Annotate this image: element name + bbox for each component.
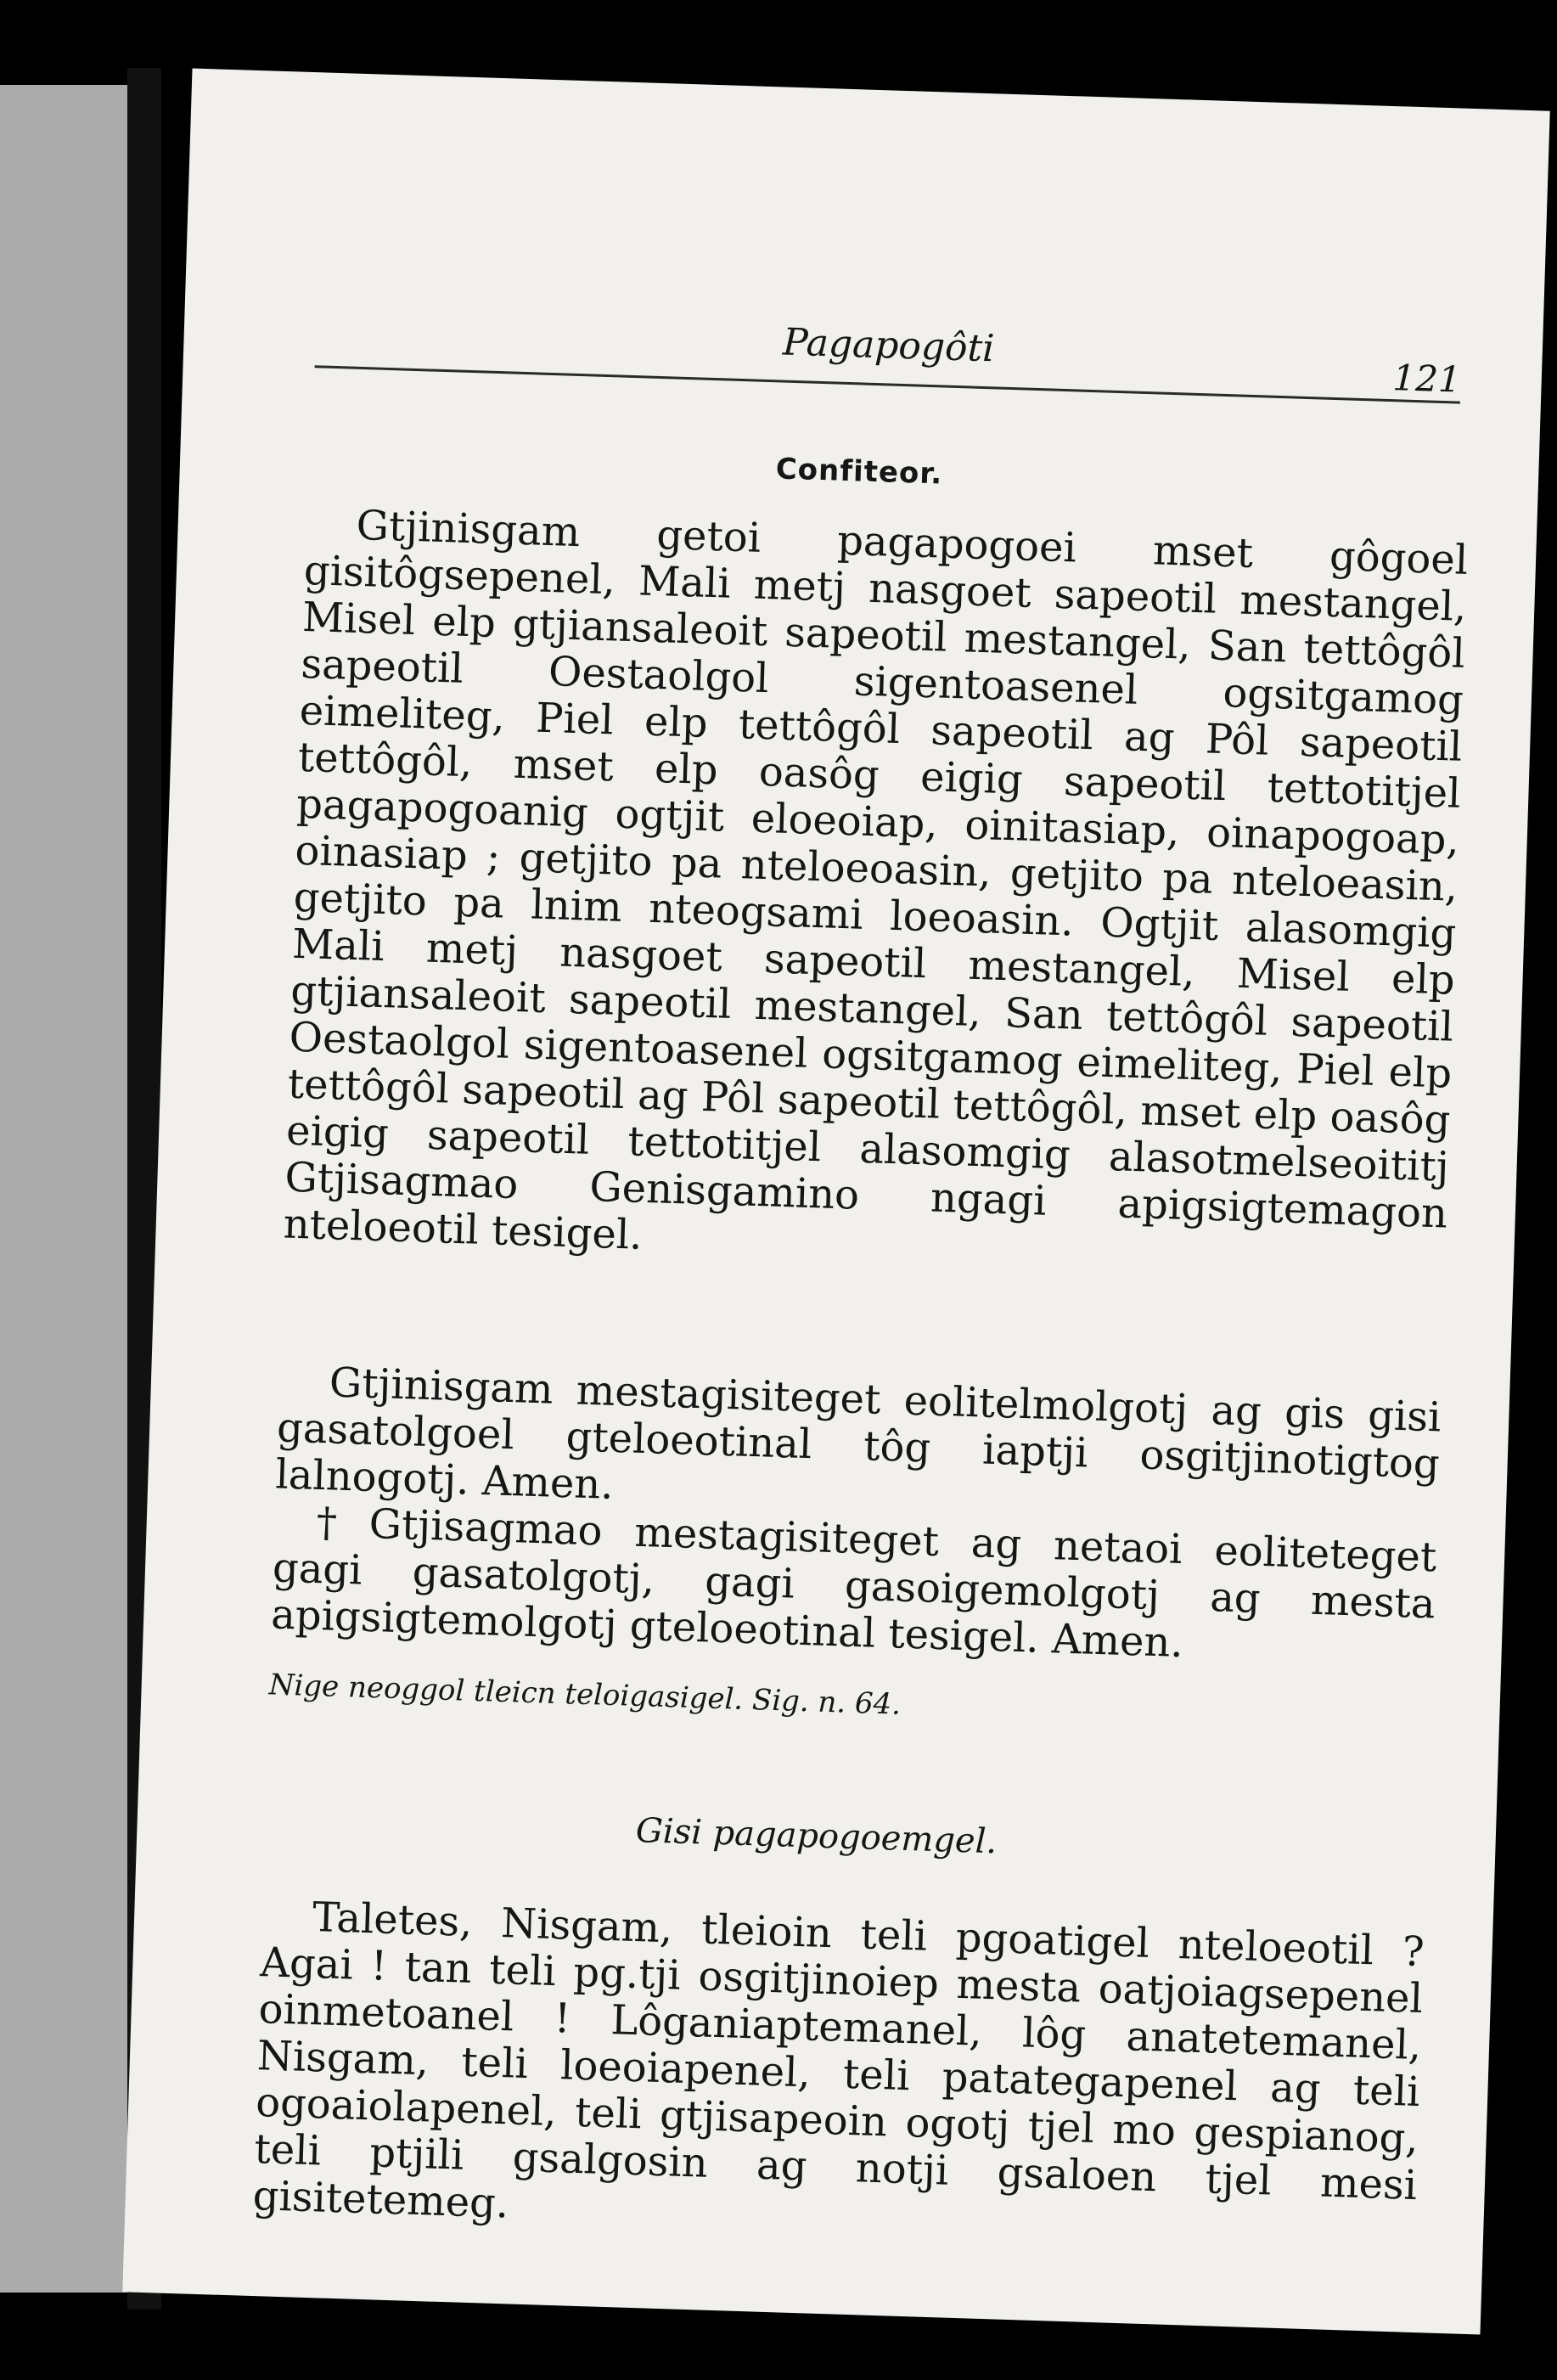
cross-mark: † [315, 1498, 338, 1547]
section-title: Confiteor. [775, 452, 943, 492]
page-number: 121 [1391, 357, 1462, 401]
reference-note: Nige neoggol tleicn teloigasigel. Sig. n. 64. [268, 1668, 902, 1722]
absolution-paragraph: Gtjinisgam mestagisiteget eolitelmolgotj ag gis gisi gasatolgoel gteloeotinal tôg iaptji osgitjinotigtog lalnogotj. Amen. [274, 1359, 1442, 1509]
running-head [315, 289, 1463, 403]
running-title: Pagapogôti [782, 320, 996, 371]
confiteor-paragraph: Gtjinisgam getoi pagapogoei mset gôgoel gisitôgsepenel, Mali metj nasgoet sapeotil mestangel, Misel elp gtjiansaleoit sapeotil mestangel, San tettôgôl sapeotil Oestaolgol sigentoasenel ogsitgamog eimeliteg, Piel elp tettôgôl sapeotil ag Pôl sapeotil tettôgôl, mset elp oasôg eigig sapeotil tettotitjel pagapogoanig ogtjit eloeoiap, oinitasiap, oinapogoap, oinasiap ; getjito pa nteloeoasin, getjito pa nteloeasin, getjito pa lnim nteogsami loeoasin. Ogtjit alasomgig Mali metj nasgoet sapeotil mestangel, Misel elp gtjiansaleoit sapeotil mestangel, San tettôgôl sapeotil Oestaolgol sigentoasenel ogsitgamog eimeliteg, Piel elp tettôgôl sapeotil ag Pôl sapeotil tettôgôl, mset elp oasôg eigig sapeotil tettotitjel alasomgig alasotmelseoititj Gtjisagmao Genisgamino ngagi apigsigtemagon nteloeotil tesigel. [282, 501, 1469, 1259]
book-page [122, 69, 1550, 2335]
previous-page-edge [0, 85, 127, 2293]
section-subtitle: Gisi pagapogoemgel. [635, 1810, 998, 1862]
blessing-text: Gtjisagmao mestagisiteget ag netaoi eoliteteget gagi gasatolgotj, gagi gasoigemolgotj ag mesta apigsigtemolgotj gteloeotinal tesigel. Amen. [270, 1499, 1438, 1668]
prayer-paragraph: Taletes, Nisgam, tleioin teli pgoatigel nteloeotil ? Agai ! tan teli pg.tji osgitjinoiep mesta oatjoiagsepenel oinmetoanel ! Lôganiaptemanel, lôg anatetemanel, Nisgam, teli loeoiapenel, teli patategapenel ag teli ogoaiolapenel, teli gtjisapeoin ogotj tjel mo gespianog, teli ptjili gsalgosin ag notji gsaloen tjel mesi gisitetemeg. [251, 1893, 1425, 2228]
